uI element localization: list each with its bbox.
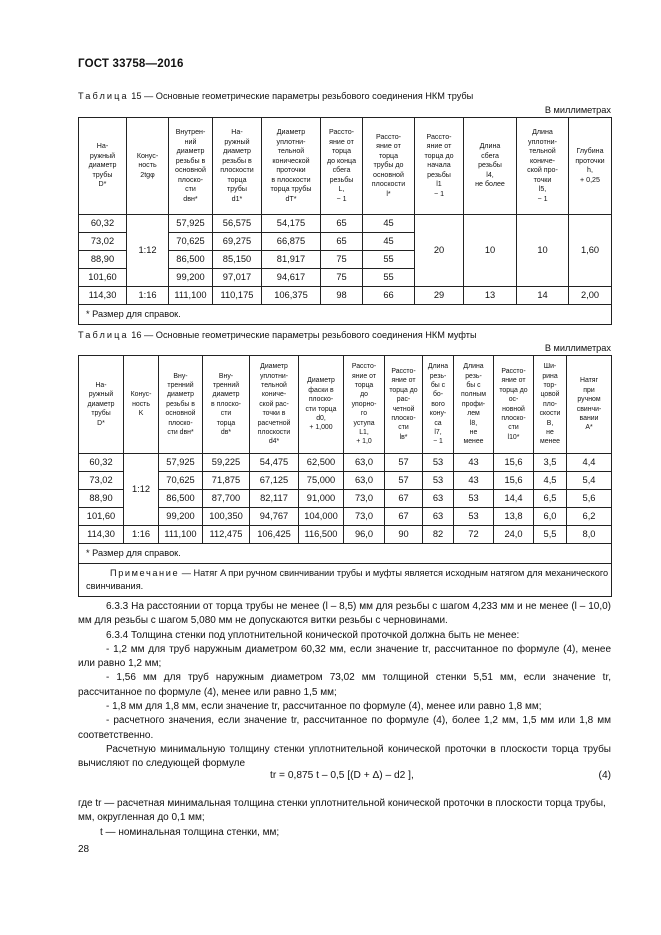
list-item: - 1,56 мм для труб наружным диаметром 73,02 мм толщиной стенки 5,51 мм, если значение tr, рассчитанное по формуле (4), менее или равно 1,5 мм;: [78, 672, 611, 698]
table15-header-cell: На- ружный диаметр резьбы в плоскости торца трубы d1*: [213, 118, 262, 215]
table16-header-cell: Ши- рина тор- цовой пло- скости B, не менее: [534, 356, 567, 454]
table16-cell: 59,225: [203, 454, 250, 472]
table16-cell: 111,100: [159, 526, 203, 544]
table16-cell: 43: [454, 472, 494, 490]
table15-cell: 75: [321, 251, 363, 269]
table16-cell: 53: [423, 472, 454, 490]
legend-item: где tr — расчетная минимальная толщина стенки уплотнительной конической проточки в плоскости торца трубы, мм, округленная до 0,1 мм;: [78, 798, 606, 824]
table16-cell: 88,90: [79, 490, 124, 508]
table16-cell: 6,0: [534, 508, 567, 526]
table15-caption-rest: 15 — Основные геометрические параметры резьбового соединения НКМ трубы: [128, 91, 474, 101]
table15-cell: 88,90: [79, 251, 127, 269]
table15-cell: 55: [363, 251, 415, 269]
table16-cell: 4,4: [567, 454, 612, 472]
table16-header-cell: Рассто- яние от торца до рас- четной плоско- сти lв*: [385, 356, 423, 454]
table15-caption-word: Таблица: [78, 91, 129, 101]
table15-cell: 99,200: [169, 269, 213, 287]
table15-cell: 13: [464, 287, 517, 305]
table16-cell: 75,000: [299, 472, 344, 490]
table15-cell: 111,100: [169, 287, 213, 305]
table16-cell: 71,875: [203, 472, 250, 490]
table15-group-cell: 20: [415, 215, 464, 287]
table16-cell: 1:16: [124, 526, 159, 544]
table15-cell: 60,32: [79, 215, 127, 233]
table16-cell: 15,6: [494, 472, 534, 490]
table15-taper-cell: 1:12: [127, 215, 169, 287]
table15-cell: 98: [321, 287, 363, 305]
table15-cell: 29: [415, 287, 464, 305]
table16-cell: 114,30: [79, 526, 124, 544]
table16-note-text: — Натяг A при ручном свинчивании трубы и муфты является исходным натягом для механического свинчивания.: [86, 568, 609, 591]
table15-cell: 70,625: [169, 233, 213, 251]
table15-group-cell: 10: [464, 215, 517, 287]
table15-cell: 110,175: [213, 287, 262, 305]
table16-cell: 57: [385, 454, 423, 472]
table16-row: [79, 490, 612, 508]
table16-cell: 5,4: [567, 472, 612, 490]
table15-cell: 1:16: [127, 287, 169, 305]
table16-cell: 63: [423, 508, 454, 526]
document-header: ГОСТ 33758—2016: [78, 58, 184, 70]
table16-cell: 53: [423, 454, 454, 472]
table16-cell: 53: [454, 508, 494, 526]
table16-cell: 63: [423, 490, 454, 508]
table16-cell: 116,500: [299, 526, 344, 544]
table15-header-cell: Рассто- яние от торца трубы до основной плоскости l*: [363, 118, 415, 215]
table16-cell: 5,6: [567, 490, 612, 508]
table16-header-cell: Длина резь- бы с бо- вого кону- са l7, − 1: [423, 356, 454, 454]
formula-legend: [78, 797, 611, 840]
table16-caption-rest: 16 — Основные геометрические параметры резьбового соединения НКМ муфты: [128, 330, 477, 340]
table15-cell: 106,375: [262, 287, 321, 305]
table16-footnote-row: [79, 544, 612, 564]
table15-caption: [78, 91, 473, 101]
table16-cell: 14,4: [494, 490, 534, 508]
table16-cell: 60,32: [79, 454, 124, 472]
table15-cell: 66,875: [262, 233, 321, 251]
table16-header-cell: Вну- тренний диаметр резьбы в основной плоско- сти dвн*: [159, 356, 203, 454]
table16-cell: 4,5: [534, 472, 567, 490]
list-item: - расчетного значения, если значение tr, рассчитанное по формуле (4), более 1,2 мм, 1,5 мм или 1,8 мм соответственно.: [78, 715, 611, 741]
table16-cell: 70,625: [159, 472, 203, 490]
table15-cell: 45: [363, 215, 415, 233]
table16-cell: 94,767: [250, 508, 299, 526]
table16-caption-word: Таблица: [78, 330, 129, 340]
table16-note-label: Примечание: [110, 568, 180, 578]
table15-cell: 65: [321, 215, 363, 233]
table16-cell: 3,5: [534, 454, 567, 472]
table15-cell: 114,30: [79, 287, 127, 305]
table15-cell: 75: [321, 269, 363, 287]
table15-cell: 94,617: [262, 269, 321, 287]
table16-header-row: [79, 356, 612, 454]
table16-cell: 73,0: [344, 490, 385, 508]
table16-cell: 8,0: [567, 526, 612, 544]
table16-row: [79, 454, 612, 472]
table15-cell: 69,275: [213, 233, 262, 251]
table15-unit: В миллиметрах: [544, 105, 611, 115]
table15-header-cell: Длина сбега резьбы l4, не более: [464, 118, 517, 215]
table15-footnote: * Размер для справок.: [79, 305, 612, 325]
table15: [78, 117, 612, 325]
table15-group-cell: 1,60: [569, 215, 612, 287]
table16-header-cell: На- ружный диаметр трубы D*: [79, 356, 124, 454]
table16-taper-cell: 1:12: [124, 454, 159, 526]
body-text: [78, 600, 611, 772]
list-item: - 1,2 мм для труб наружным диаметром 60,32 мм, если значение tr, рассчитанное по формуле (4), менее или равно 1,2 мм;: [78, 643, 611, 670]
table16-cell: 112,475: [203, 526, 250, 544]
table15-cell: 101,60: [79, 269, 127, 287]
table16-cell: 106,425: [250, 526, 299, 544]
table16-cell: 99,200: [159, 508, 203, 526]
table15-cell: 2,00: [569, 287, 612, 305]
table15-cell: 66: [363, 287, 415, 305]
table16-cell: 57: [385, 472, 423, 490]
table16-cell: 90: [385, 526, 423, 544]
table16-cell: 101,60: [79, 508, 124, 526]
formula: tr = 0,875 t – 0,5 [(D + Δ) – d2 ],: [270, 770, 414, 781]
table15-header-cell: На- ружный диаметр трубы D*: [79, 118, 127, 215]
table16-cell: 6,2: [567, 508, 612, 526]
table16-cell: 24,0: [494, 526, 534, 544]
table16-cell: 96,0: [344, 526, 385, 544]
table16-header-cell: Диаметр фаски в плоско- сти торца d0, + 1,000: [299, 356, 344, 454]
table16-cell: 87,700: [203, 490, 250, 508]
table16-header-cell: Длина резь- бы с полным профи- лем l8, не менее: [454, 356, 494, 454]
table16-cell: 43: [454, 454, 494, 472]
table16-header-cell: Вну- тренний диаметр в плоско- сти торца dв*: [203, 356, 250, 454]
table16-cell: 5,5: [534, 526, 567, 544]
table16-row: [79, 472, 612, 490]
table15-cell: 55: [363, 269, 415, 287]
table16-cell: 86,500: [159, 490, 203, 508]
table15-header-cell: Рассто- яние от торца до конца сбега резьбы L, − 1: [321, 118, 363, 215]
table15-cell: 57,925: [169, 215, 213, 233]
table15-cell: 81,917: [262, 251, 321, 269]
table16-cell: 91,000: [299, 490, 344, 508]
table16-unit: В миллиметрах: [544, 343, 611, 353]
table15-row: [79, 215, 612, 233]
table16-cell: 67: [385, 490, 423, 508]
table16-cell: 82: [423, 526, 454, 544]
table15-cell: 14: [517, 287, 569, 305]
table15-cell: 45: [363, 233, 415, 251]
table15-header-row: [79, 118, 612, 215]
table16-caption: [78, 330, 477, 340]
table16-cell: 54,475: [250, 454, 299, 472]
table16-note: [79, 564, 612, 597]
table15-cell: 54,175: [262, 215, 321, 233]
table16-cell: 13,8: [494, 508, 534, 526]
page-number: 28: [78, 844, 90, 855]
table16-cell: 82,117: [250, 490, 299, 508]
table15-header-cell: Рассто- яние от торца до начала резьбы l1 − 1: [415, 118, 464, 215]
table16-header-cell: Диаметр уплотни- тельной кониче- ской рас- точки в расчетной плоскости d4*: [250, 356, 299, 454]
table15-cell: 85,150: [213, 251, 262, 269]
table16-row: [79, 508, 612, 526]
table16-cell: 62,500: [299, 454, 344, 472]
table16-cell: 6,5: [534, 490, 567, 508]
table15-cell: 73,02: [79, 233, 127, 251]
table15-cell: 65: [321, 233, 363, 251]
table16-cell: 57,925: [159, 454, 203, 472]
table15-header-cell: Длина уплотни- тельной кониче- ской про- точки l5, − 1: [517, 118, 569, 215]
table16-cell: 63,0: [344, 454, 385, 472]
paragraph-6-3-4: 6.3.4 Толщина стенки под уплотнительной конической проточкой должна быть не менее:: [106, 629, 520, 641]
table16-cell: 53: [454, 490, 494, 508]
table16-cell: 72: [454, 526, 494, 544]
table16-footnote: * Размер для справок.: [79, 544, 612, 564]
table15-header-cell: Внутрен- ний диаметр резьбы в основной плоско- сти dвн*: [169, 118, 213, 215]
table16: [78, 355, 612, 597]
table16-cell: 104,000: [299, 508, 344, 526]
table15-group-cell: 10: [517, 215, 569, 287]
table15-header-cell: Диаметр уплотни- тельной конической проточки в плоскости торца трубы dT*: [262, 118, 321, 215]
legend-item: t — номинальная толщина стенки, мм;: [100, 826, 280, 838]
formula-number: (4): [598, 770, 611, 781]
table15-header-cell: Конус- ность 2tgφ: [127, 118, 169, 215]
table16-header-cell: Рассто- яние от торца до упорно- го уступа L1, + 1,0: [344, 356, 385, 454]
paragraph-formula-intro: Расчетную минимальную толщину стенки уплотнительной конической проточки в плоскости торца трубы вычисляют по следующей формуле: [78, 743, 611, 770]
table16-cell: 63,0: [344, 472, 385, 490]
table15-last-row: [79, 287, 612, 305]
table16-header-cell: Конус- ность K: [124, 356, 159, 454]
table15-footnote-row: [79, 305, 612, 325]
table15-cell: 86,500: [169, 251, 213, 269]
table15-header-cell: Глубина проточки h, + 0,25: [569, 118, 612, 215]
paragraph-6-3-3: 6.3.3 На расстоянии от торца трубы не менее (l – 8,5) мм для резьбы с шагом 4,233 мм и не менее (l – 10,0) мм для резьбы с шагом 5,080 мм не допускаются витки резьбы с черновинами.: [78, 601, 611, 627]
table16-cell: 67: [385, 508, 423, 526]
table16-cell: 73,02: [79, 472, 124, 490]
table16-cell: 73,0: [344, 508, 385, 526]
table15-cell: 56,575: [213, 215, 262, 233]
table16-header-cell: Рассто- яние от торца до ос- новной плоско- сти l10*: [494, 356, 534, 454]
table16-cell: 100,350: [203, 508, 250, 526]
table16-last-row: [79, 526, 612, 544]
table16-cell: 15,6: [494, 454, 534, 472]
table15-cell: 97,017: [213, 269, 262, 287]
table16-note-row: [79, 564, 612, 597]
table16-cell: 67,125: [250, 472, 299, 490]
table16-header-cell: Натяг при ручном свинчи- вании A*: [567, 356, 612, 454]
list-item: - 1,8 мм для 1,8 мм, если значение tr, рассчитанное по формуле (4), менее или равно 1,8 мм;: [106, 701, 542, 713]
